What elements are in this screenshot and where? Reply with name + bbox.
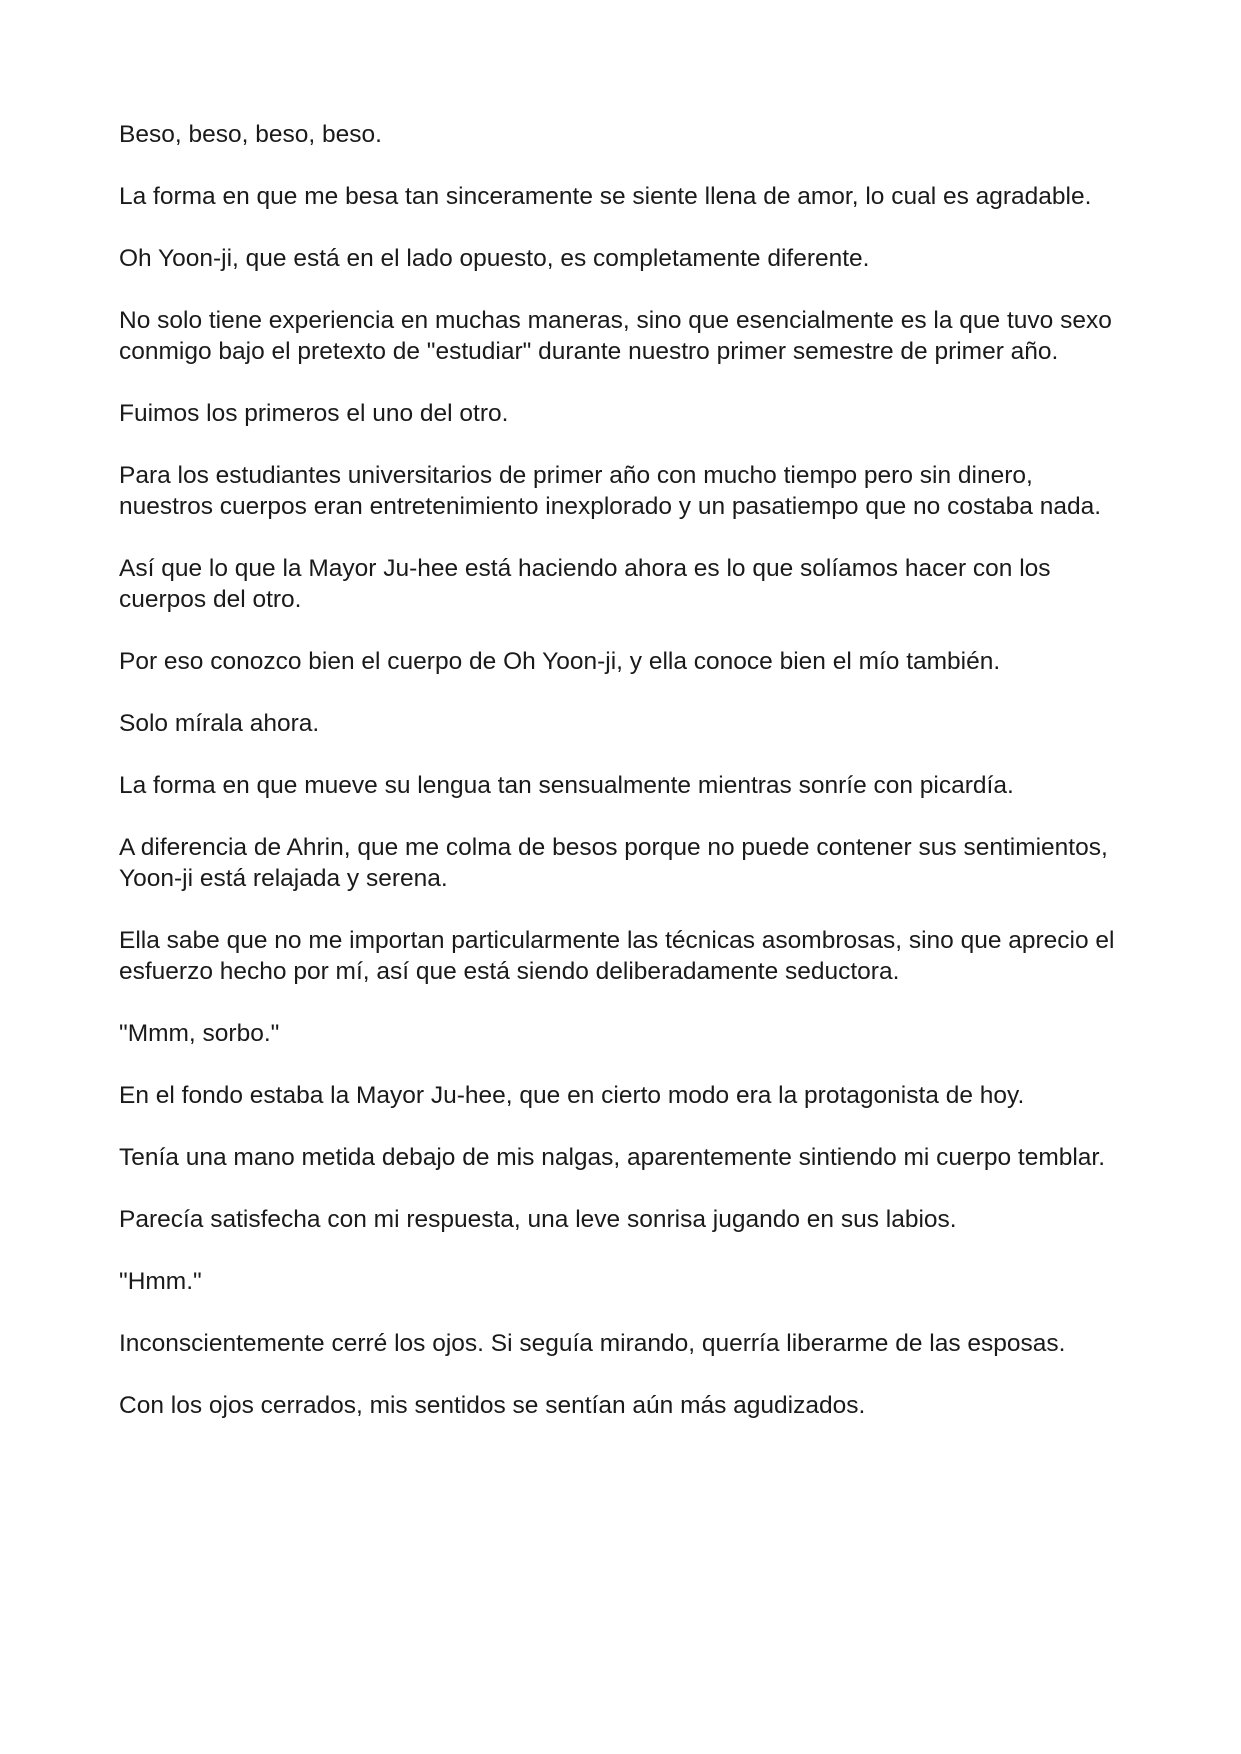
paragraph: Por eso conozco bien el cuerpo de Oh Yoon-ji, y ella conoce bien el mío también. [119, 648, 1001, 675]
paragraph: Tenía una mano metida debajo de mis nalgas, aparentemente sintiendo mi cuerpo temblar. [119, 1144, 1106, 1171]
paragraph: Con los ojos cerrados, mis sentidos se sentían aún más agudizados. [119, 1392, 866, 1419]
paragraph: Para los estudiantes universitarios de primer año con mucho tiempo pero sin dinero, nuestros cuerpos eran entretenimiento inexplorado y un pasatiempo que no costaba nada. [119, 462, 1102, 520]
paragraph: Ella sabe que no me importan particularmente las técnicas asombrosas, sino que aprecio el esfuerzo hecho por mí, así que está siendo deliberadamente seductora. [119, 927, 1115, 985]
paragraph: Inconscientemente cerré los ojos. Si seguía mirando, querría liberarme de las esposas. [119, 1330, 1066, 1357]
paragraph: Solo mírala ahora. [119, 710, 320, 737]
paragraph: En el fondo estaba la Mayor Ju-hee, que en cierto modo era la protagonista de hoy. [119, 1082, 1025, 1109]
paragraph: Fuimos los primeros el uno del otro. [119, 400, 509, 427]
paragraph: La forma en que me besa tan sinceramente se siente llena de amor, lo cual es agradable. [119, 183, 1092, 210]
paragraph: "Mmm, sorbo." [119, 1020, 280, 1047]
paragraph: Oh Yoon-ji, que está en el lado opuesto, es completamente diferente. [119, 245, 870, 272]
paragraph: No solo tiene experiencia en muchas maneras, sino que esencialmente es la que tuvo sexo conmigo bajo el pretexto de "estudiar" durante nuestro primer semestre de primer año. [119, 307, 1112, 365]
paragraph: Parecía satisfecha con mi respuesta, una leve sonrisa jugando en sus labios. [119, 1206, 957, 1233]
paragraph: Beso, beso, beso, beso. [119, 121, 382, 148]
paragraph: A diferencia de Ahrin, que me colma de besos porque no puede contener sus sentimientos, Yoon-ji está relajada y serena. [119, 834, 1108, 892]
paragraph: La forma en que mueve su lengua tan sensualmente mientras sonríe con picardía. [119, 772, 1014, 799]
paragraph: Así que lo que la Mayor Ju-hee está haciendo ahora es lo que solíamos hacer con los cuerpos del otro. [119, 555, 1051, 613]
document-body [119, 119, 1129, 1452]
paragraph: "Hmm." [119, 1268, 202, 1295]
